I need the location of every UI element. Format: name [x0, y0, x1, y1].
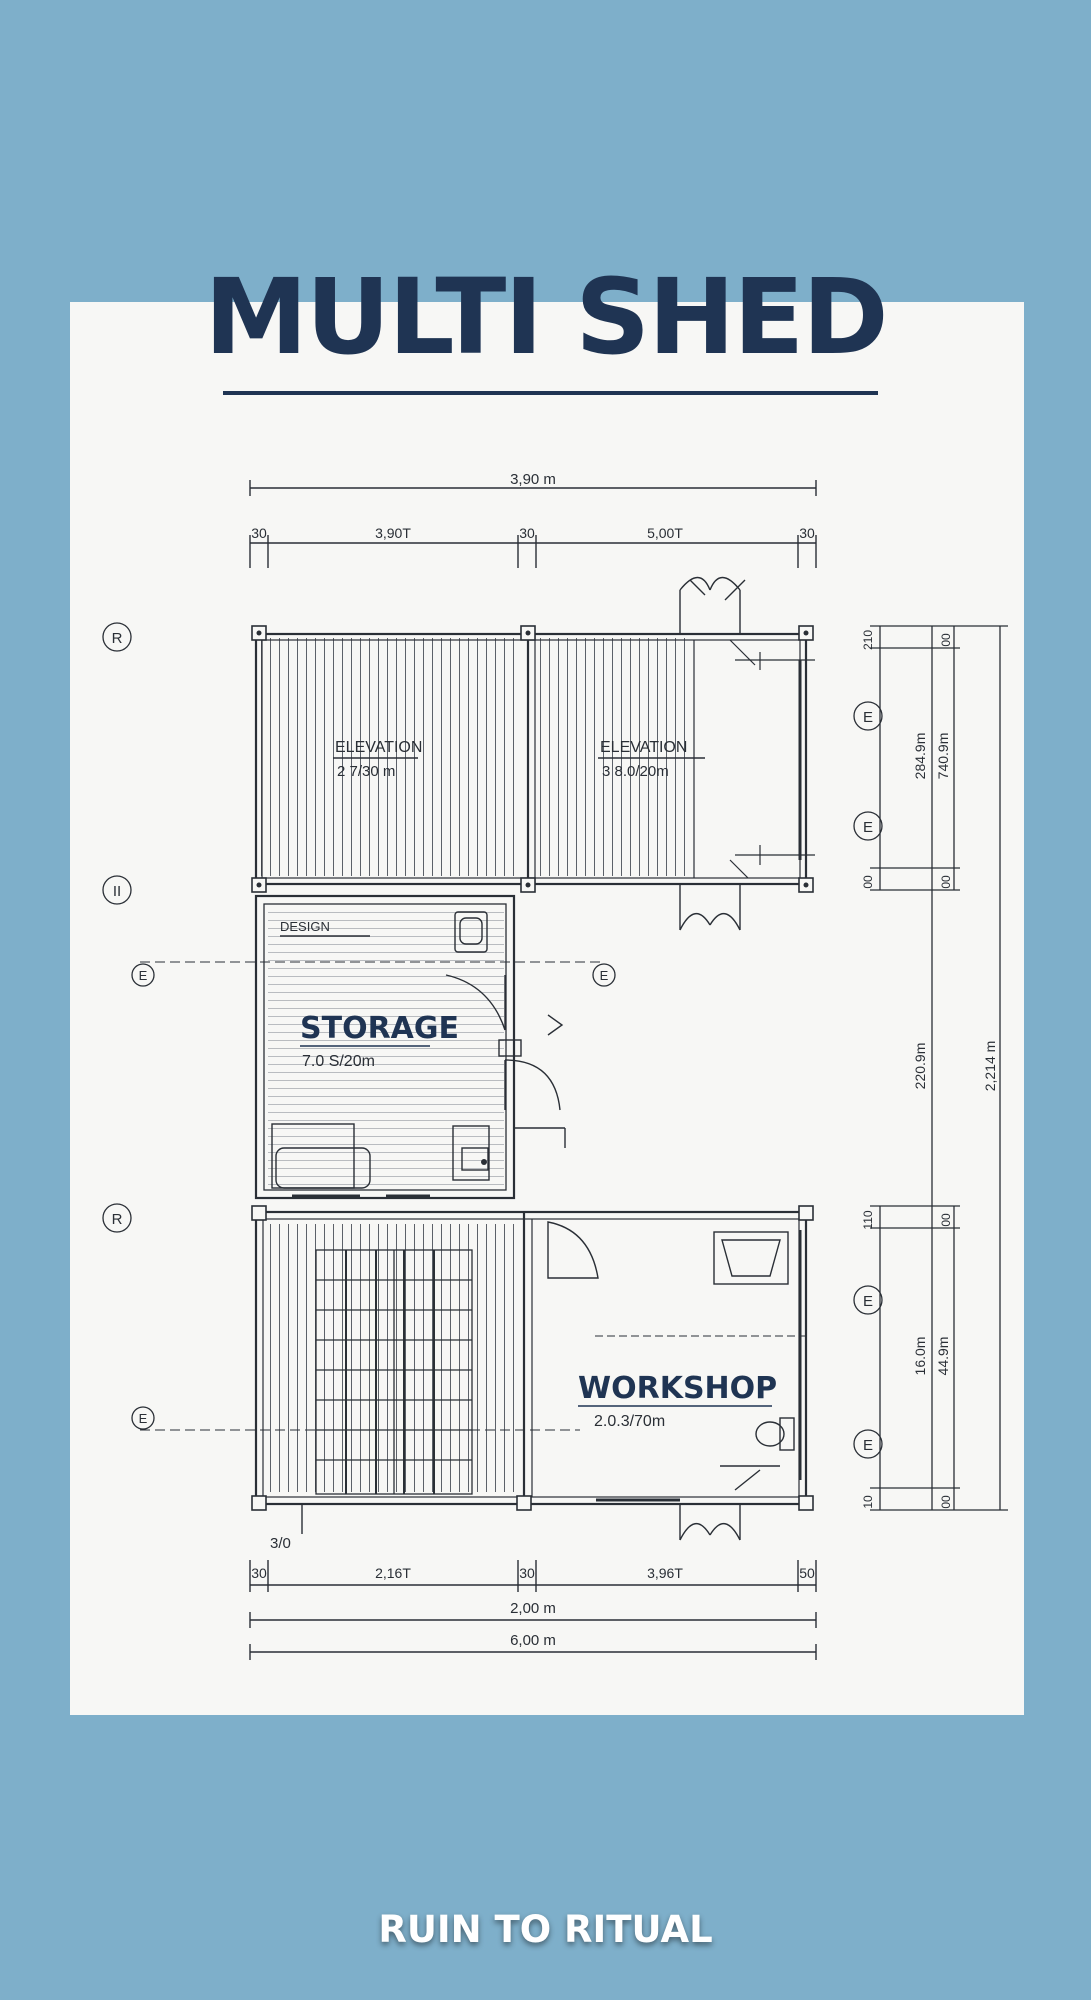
elevation-right-area: 3 8.0/20m: [602, 763, 669, 780]
grid-marker-line-1-text: E: [138, 968, 148, 983]
upper-door-bottom: [680, 884, 740, 930]
storage-tag: DESIGN: [280, 919, 330, 934]
grid-marker-mid-text: E: [599, 968, 609, 983]
grid-marker-left-2-text: II: [112, 883, 122, 900]
page-title: MULTI SHED: [204, 256, 887, 378]
dim-top-seg-1: 30: [251, 525, 267, 541]
dim-top-seg-2: 3,90T: [375, 525, 411, 541]
grid-marker-right-4-text: E: [862, 1437, 874, 1454]
grid-marker-line-2-text: E: [138, 1411, 148, 1426]
storage-label: STORAGE: [300, 1011, 460, 1046]
dim-bottom-seg-4: 3,96T: [647, 1565, 683, 1581]
dim-bottom-seg-1: 30: [251, 1565, 267, 1581]
elevation-right-label: ELEVATION: [600, 739, 688, 756]
dim-right-small-7: 10: [861, 1495, 875, 1509]
dim-right-lower-b: 44.9m: [935, 1336, 951, 1376]
storage-area: 7.0 S/20m: [302, 1053, 375, 1070]
grid-marker-right-2-text: E: [862, 819, 874, 836]
dim-right-small-8: 00: [939, 1495, 953, 1509]
dim-right-upper-b: 740.9m: [935, 732, 951, 780]
dim-bottom-seg-2: 2,16T: [375, 1565, 411, 1581]
dim-right-small-5: 110: [861, 1210, 875, 1230]
elevation-left-area: 2 7/30 m: [337, 763, 396, 780]
dim-right-small-3: 00: [861, 875, 875, 889]
dim-right-small-2: 00: [939, 633, 953, 647]
dim-right-mid: 220.9m: [912, 1042, 928, 1090]
top-dimensions: [250, 480, 816, 568]
dim-top-seg-3: 30: [519, 525, 535, 541]
brand-footer: RUIN TO RITUAL: [378, 1908, 713, 1951]
dim-bottom-total-1: 2,00 m: [510, 1600, 556, 1617]
grid-marker-left-1-text: R: [111, 630, 123, 647]
dim-bottom-note: 3/0: [270, 1535, 291, 1552]
dim-top-seg-5: 30: [799, 525, 815, 541]
upper-door-top: [680, 578, 745, 635]
dim-right-upper-a: 284.9m: [912, 732, 928, 780]
dim-right-small-4: 00: [939, 875, 953, 889]
dim-right-lower-a: 16.0m: [912, 1336, 928, 1376]
dim-bottom-seg-5: 50: [799, 1565, 815, 1581]
workshop-label: WORKSHOP: [578, 1371, 778, 1406]
grid-marker-right-3-text: E: [862, 1293, 874, 1310]
dim-right-small-1: 210: [861, 629, 875, 651]
dim-top-overall: 3,90 m: [510, 471, 556, 488]
workshop-area: 2.0.3/70m: [594, 1413, 666, 1430]
dim-top-seg-4: 5,00T: [647, 525, 683, 541]
dim-bottom-total-2: 6,00 m: [510, 1632, 556, 1649]
elevation-left-label: ELEVATION: [335, 739, 423, 756]
dim-right-overall: 2,214 m: [982, 1040, 998, 1092]
grid-marker-left-3-text: R: [111, 1211, 123, 1228]
dim-right-small-6: 00: [939, 1213, 953, 1227]
dim-bottom-seg-3: 30: [519, 1565, 535, 1581]
storage-module: [256, 896, 565, 1198]
grid-marker-right-1-text: E: [862, 709, 874, 726]
